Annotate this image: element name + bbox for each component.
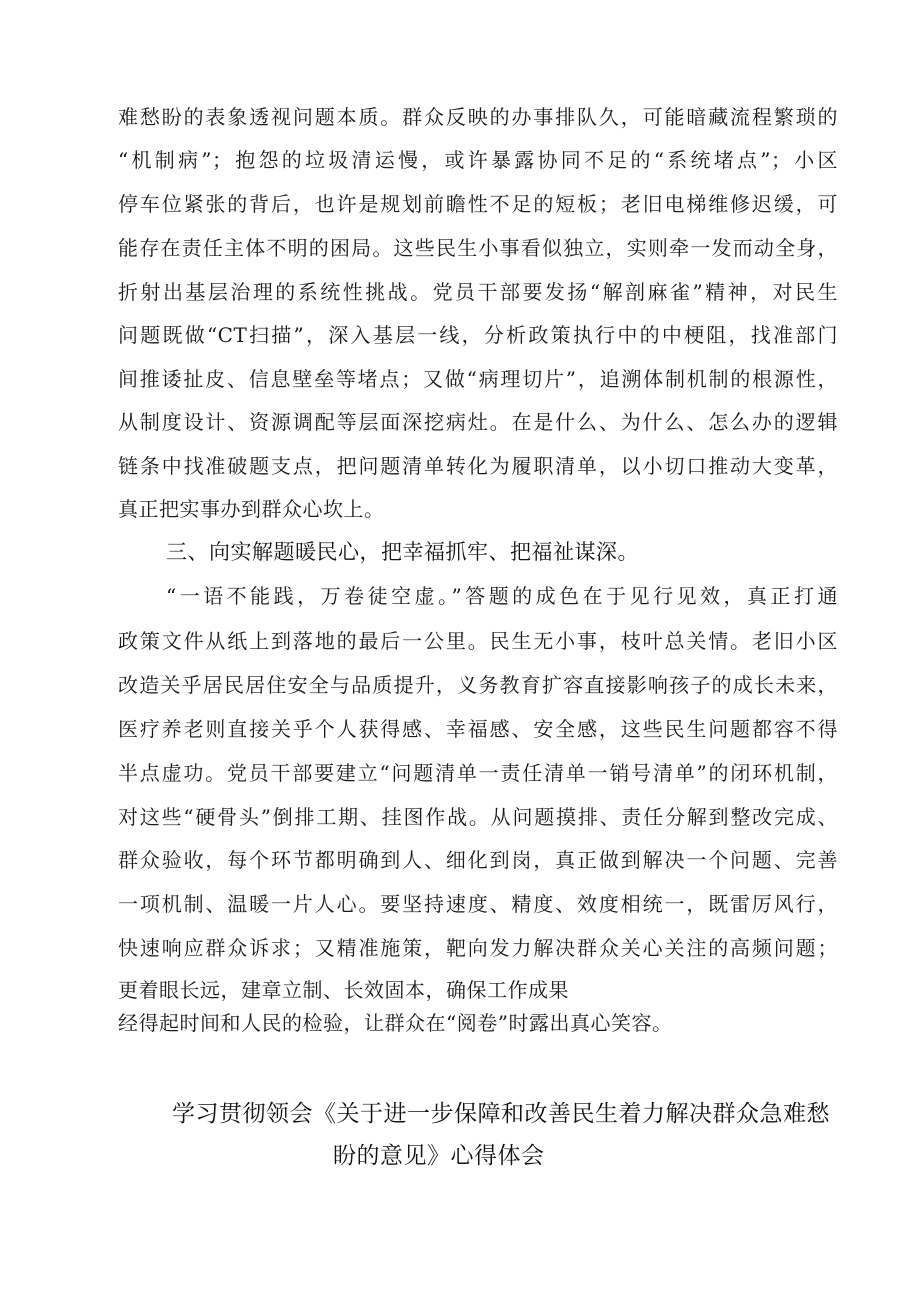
body-line: 折射出基层治理的系统性挑战。党员干部要发扬“解剖麻雀”精神，对民生: [118, 280, 838, 304]
body-line: 能存在责任主体不明的困局。这些民生小事看似独立，实则牵一发而动全身，: [118, 236, 838, 260]
body-line: 对这些“硬骨头”倒排工期、挂图作战。从问题摸排、责任分解到整改完成、: [118, 805, 838, 829]
article-title-line-1: 学习贯彻领会《关于进一步保障和改善民生着力解决群众急难愁: [172, 1101, 830, 1127]
body-line: “机制病”；抱怨的垃圾清运慢，或许暴露协同不足的“系统堵点”；小区: [118, 148, 838, 172]
body-line: 医疗养老则直接关乎个人获得感、幸福感、安全感，这些民生问题都容不得: [118, 717, 838, 741]
body-line: 停车位紧张的背后，也许是规划前瞻性不足的短板；老旧电梯维修迟缓，可: [118, 192, 838, 216]
body-line: 群众验收，每个环节都明确到人、细化到岗，真正做到解决一个问题、完善: [118, 848, 838, 872]
body-line: 更着眼长远，建章立制、长效固本，确保工作成果: [118, 978, 569, 1002]
body-line: 半点虚功。党员干部要建立“问题清单一责任清单一销号清单”的闭环机制，: [118, 761, 838, 785]
body-line: 问题既做“CT扫描”，深入基层一线，分析政策执行中的中梗阻，找准部门: [118, 323, 838, 347]
body-line: 快速响应群众诉求；又精准施策，靶向发力解决群众关心关注的高频问题；: [118, 936, 838, 960]
body-line: 链条中找准破题支点，把问题清单转化为履职清单，以小切口推动大变革，: [118, 454, 838, 478]
body-line: 政策文件从纸上到落地的最后一公里。民生无小事，枝叶总关情。老旧小区: [118, 629, 838, 653]
body-line: 真正把实事办到群众心坎上。: [118, 497, 385, 521]
body-line: 一项机制、温暖一片人心。要坚持速度、精度、效度相统一，既雷厉风行，: [118, 892, 838, 916]
body-line: “一语不能践，万卷徒空虚。”答题的成色在于见行见效，真正打通: [166, 584, 838, 608]
body-line: 难愁盼的表象透视问题本质。群众反映的办事排队久，可能暗藏流程繁琐的: [118, 105, 838, 129]
body-line: 从制度设计、资源调配等层面深挖病灶。在是什么、为什么、怎么办的逻辑: [118, 410, 838, 434]
body-line: 间推诿扯皮、信息壁垒等堵点；又做“病理切片”，追溯体制机制的根源性，: [118, 367, 838, 391]
body-line: 改造关乎居民居住安全与品质提升，义务教育扩容直接影响孩子的成长未来，: [118, 673, 838, 697]
section-heading: 三、向实解题暖民心，把幸福抓牢、把福祉谋深。: [166, 540, 639, 564]
body-line: 经得起时间和人民的检验，让群众在“阅卷”时露出真心笑容。: [118, 1011, 673, 1035]
article-title-line-2: 盼的意见》心得体会: [333, 1143, 545, 1169]
